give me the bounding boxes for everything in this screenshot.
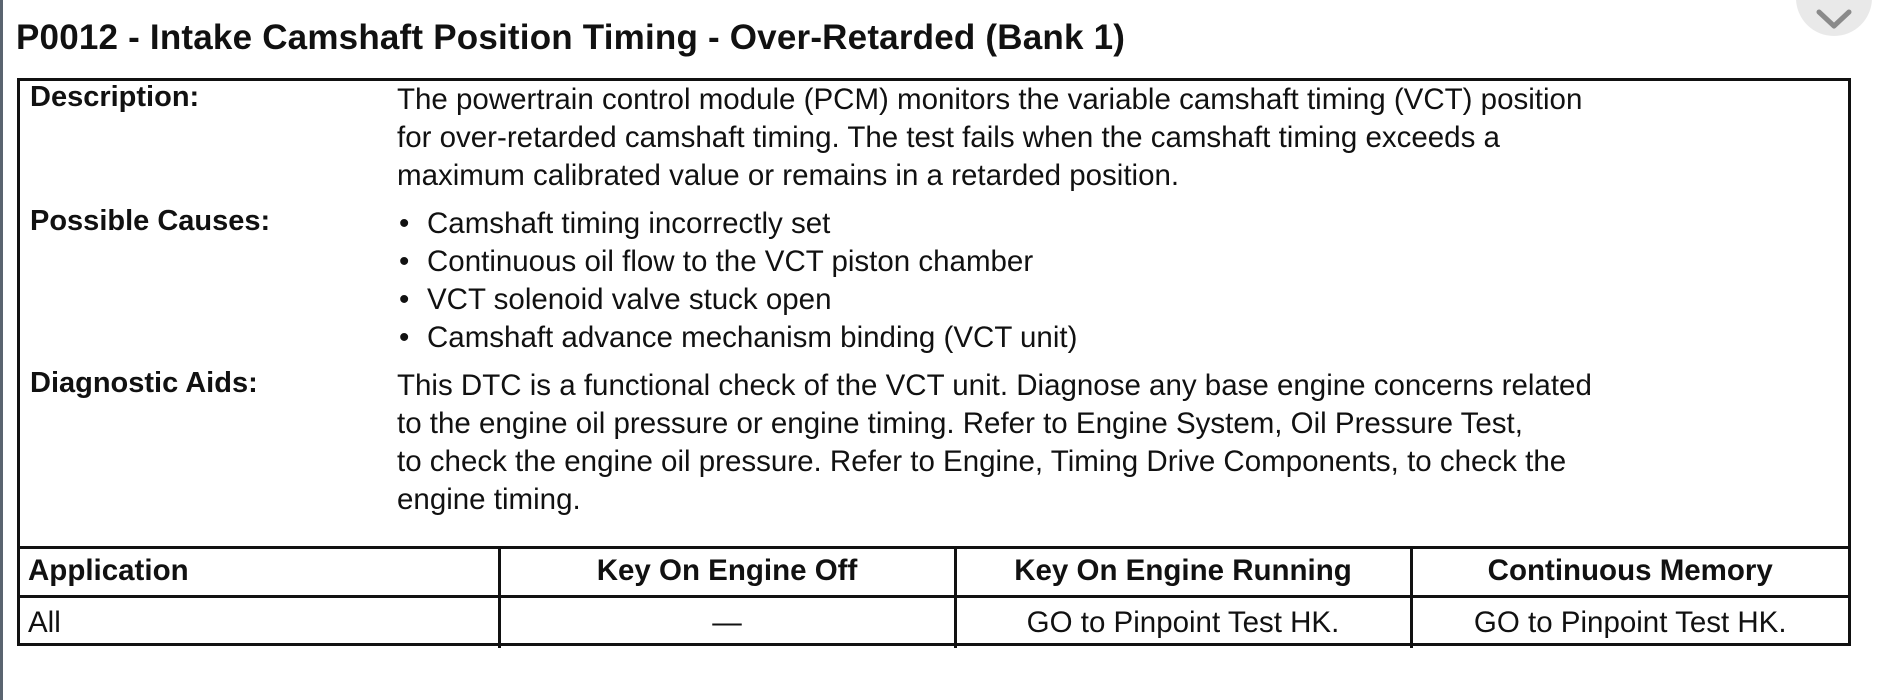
list-item: • Camshaft timing incorrectly set [397,205,1077,243]
column-header: Application [20,546,499,597]
close-icon [1815,8,1853,30]
table-cell: — [499,597,955,649]
possible-causes-label: Possible Causes: [30,205,271,237]
description-line: The powertrain control module (PCM) monitors the variable camshaft timing (VCT) position [397,83,1583,116]
diagnostic-aids-text [397,367,1592,519]
dtc-table [17,78,1851,646]
list-item: • Continuous oil flow to the VCT piston chamber [397,243,1077,281]
column-header: Continuous Memory [1411,546,1848,597]
description-line: maximum calibrated value or remains in a retarded position. [397,159,1180,192]
table-cell: GO to Pinpoint Test HK. [1411,597,1848,649]
diagnostic-aids-label: Diagnostic Aids: [30,367,258,399]
dtc-details [20,81,1848,549]
diagnostic-aids-line: to check the engine oil pressure. Refer to Engine, Timing Drive Components, to check the [397,445,1567,478]
list-item: • VCT solenoid valve stuck open [397,281,1077,319]
column-header: Key On Engine Off [499,546,955,597]
description-line: for over-retarded camshaft timing. The test fails when the camshaft timing exceeds a [397,121,1500,154]
table-cell: GO to Pinpoint Test HK. [955,597,1411,649]
column-header: Key On Engine Running [955,546,1411,597]
diagnostic-aids-line: This DTC is a functional check of the VCT unit. Diagnose any base engine concerns related [397,369,1592,402]
left-window-edge [0,0,3,700]
diagnostic-aids-line: to the engine oil pressure or engine timing. Refer to Engine System, Oil Pressure Test, [397,407,1523,440]
application-table [20,546,1848,648]
description-label: Description: [30,81,200,113]
table-row [20,597,1848,649]
table-cell: All [20,597,499,649]
page-title: P0012 - Intake Camshaft Position Timing - Over-Retarded (Bank 1) [16,18,1126,57]
close-button[interactable] [1796,0,1872,36]
list-item: • Camshaft advance mechanism binding (VCT unit) [397,319,1077,357]
description-text [397,81,1582,195]
diagnostic-aids-line: engine timing. [397,483,581,516]
possible-causes-list [397,205,1077,357]
table-header-row [20,546,1848,597]
